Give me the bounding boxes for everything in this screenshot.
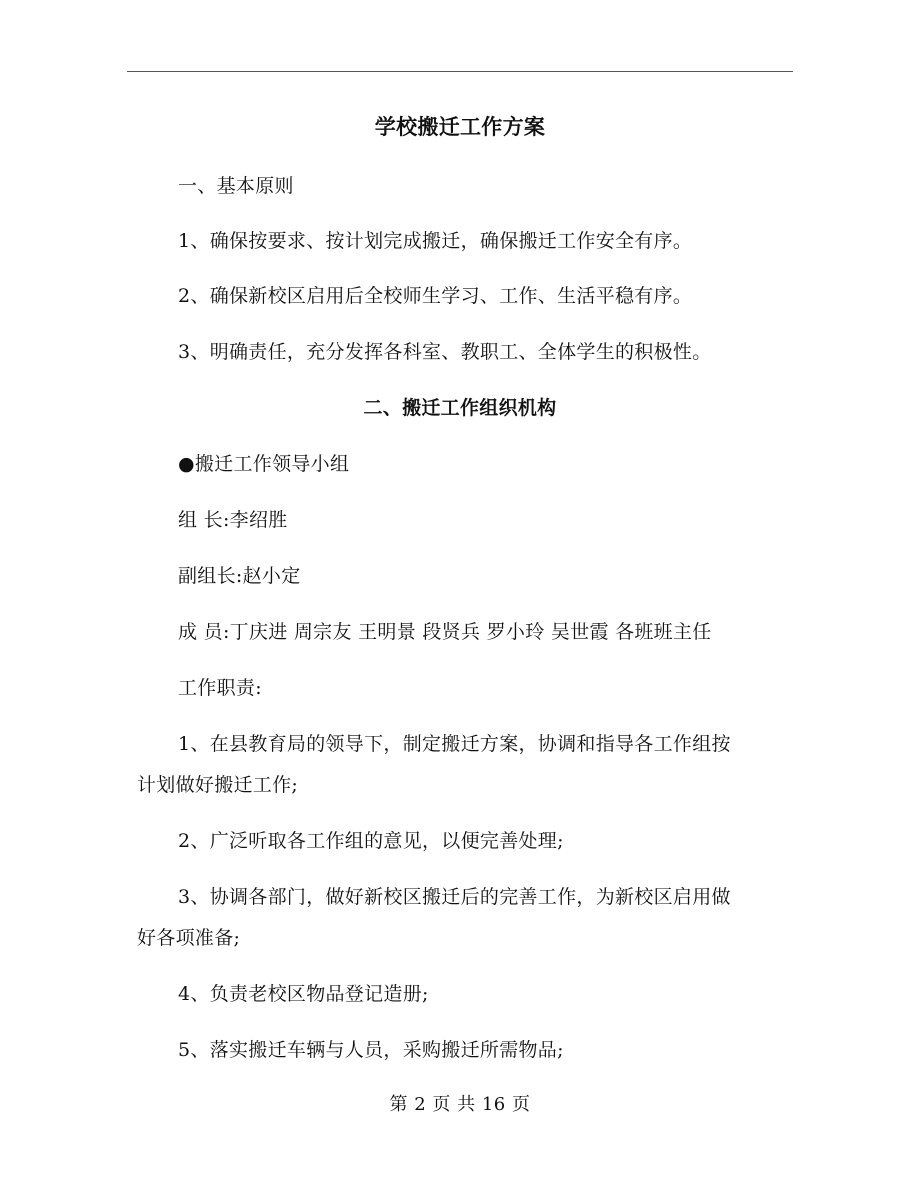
duty-5: 5、落实搬迁车辆与人员，采购搬迁所需物品; [178,1039,564,1061]
duty-3-line1: 3、协调各部门，做好新校区搬迁后的完善工作，为新校区启用做 [178,886,731,908]
duty-3-line2: 好各项准备; [137,927,241,949]
duties-label: 工作职责: [178,677,262,699]
group-members: 成 员:丁庆进 周宗友 王明景 段贤兵 罗小玲 吴世霞 各班班主任 [178,621,712,643]
document-title: 学校搬迁工作方案 [374,114,546,139]
duty-2: 2、广泛听取各工作组的意见，以便完善处理; [178,830,564,852]
principle-1: 1、确保按要求、按计划完成搬迁，确保搬迁工作安全有序。 [178,230,693,252]
group-title: ●搬迁工作领导小组 [178,453,350,475]
duty-1-line2: 计划做好搬迁工作; [137,774,299,796]
duty-1-line1: 1、在县教育局的领导下，制定搬迁方案，协调和指导各工作组按 [178,733,731,755]
principle-3: 3、明确责任，充分发挥各科室、教职工、全体学生的积极性。 [178,341,712,363]
header-rule [127,71,793,72]
principle-2: 2、确保新校区启用后全校师生学习、工作、生活平稳有序。 [178,285,693,307]
group-deputy: 副组长:赵小定 [178,565,301,587]
page-footer: 第 2 页 共 16 页 [389,1094,531,1115]
group-leader: 组 长:李绍胜 [178,509,288,531]
duty-4: 4、负责老校区物品登记造册; [178,983,429,1005]
section1-heading: 一、基本原则 [178,175,294,197]
section2-heading: 二、搬迁工作组织机构 [363,397,557,419]
